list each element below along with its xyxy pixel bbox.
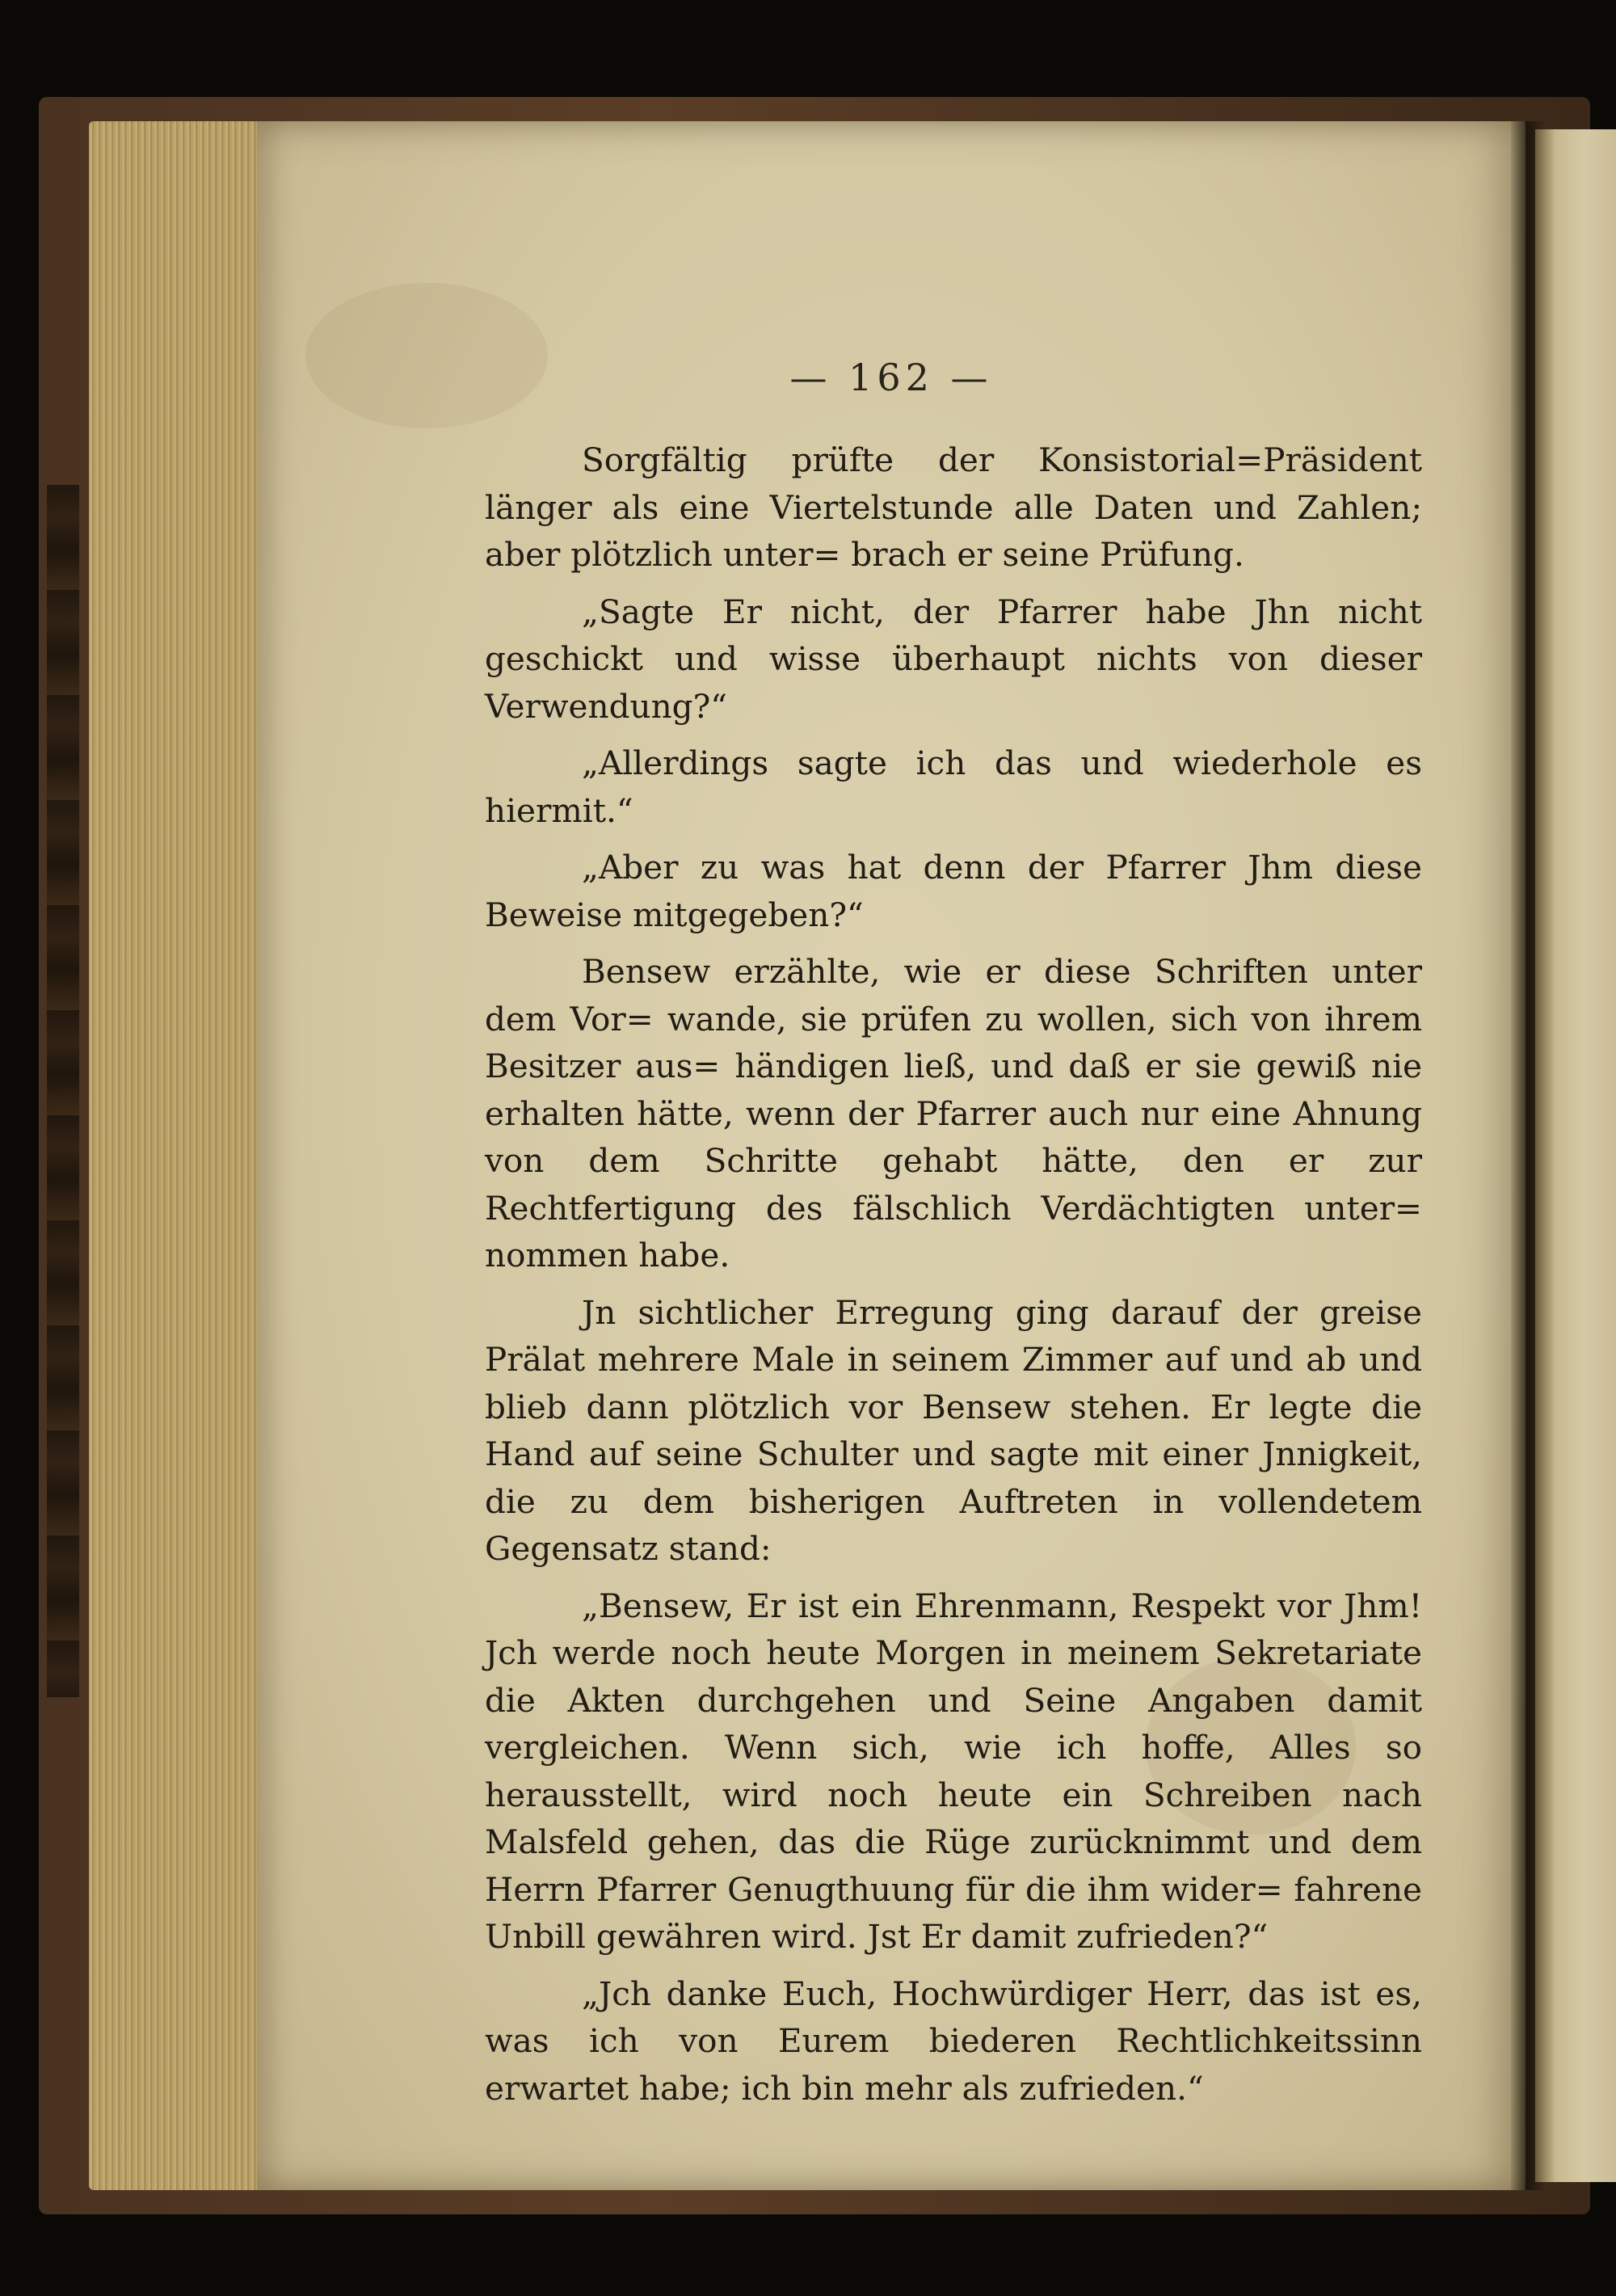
paragraph: „Allerdings sagte ich das und wiederhole es hiermit.“ — [485, 744, 1422, 830]
binding-damage — [47, 485, 79, 1697]
page-edges — [89, 121, 259, 2190]
facing-page — [1535, 129, 1616, 2182]
paragraph: Bensew erzählte, wie er diese Schriften unter dem Vor= wande, sie prüfen zu wollen, sich von ihrem Besitzer aus= händigen ließ, und daß er sie gewiß nie erhalten hätte, wenn der Pfarrer auch nur eine Ahnung von dem Schritte gehabt hätte, den er zur Rechtfertigung des fälschlich Verdächtigten unter= nommen habe. — [485, 952, 1422, 1274]
paragraph: „Jch danke Euch, Hochwürdiger Herr, das ist es, was ich von Eurem biederen Rechtlichkeitssinn erwartet habe; ich bin mehr als zufrieden.“ — [485, 1974, 1422, 2108]
paragraph: Jn sichtlicher Erregung ging darauf der greise Prälat mehrere Male in seinem Zimmer auf und ab und blieb dann plötzlich vor Bensew stehen. Er legte die Hand auf seine Schulter und sagte mit einer Jnnigkeit, die zu dem bisherigen Auftreten in vollendetem Gegensatz stand: — [485, 1292, 1422, 1568]
paragraph: „Bensew, Er ist ein Ehrenmann, Respekt vor Jhm! Jch werde noch heute Morgen in meinem Sekretariate die Akten durchgehen und Seine Angaben damit vergleichen. Wenn sich, wie ich hoffe, Alles so herausstellt, wird noch heute ein Schreiben nach Malsfeld gehen, das die Rüge zurücknimmt und dem Herrn Pfarrer Genugthuung für die ihm wider= fahrene Unbill gewähren wird. Jst Er damit zufrieden?“ — [485, 1586, 1422, 1956]
body-text — [485, 436, 1422, 2112]
paragraph: „Sagte Er nicht, der Pfarrer habe Jhn nicht geschickt und wisse überhaupt nichts von dieser Verwendung?“ — [485, 592, 1422, 726]
paragraph: „Aber zu was hat denn der Pfarrer Jhm diese Beweise mitgegeben?“ — [485, 848, 1422, 934]
page-number: — 162 — — [789, 356, 993, 399]
paragraph: Sorgfältig prüfte der Konsistorial=Präsident länger als eine Viertelstunde alle Daten und Zahlen; aber plötzlich unter= brach er seine Prüfung. — [485, 440, 1422, 574]
